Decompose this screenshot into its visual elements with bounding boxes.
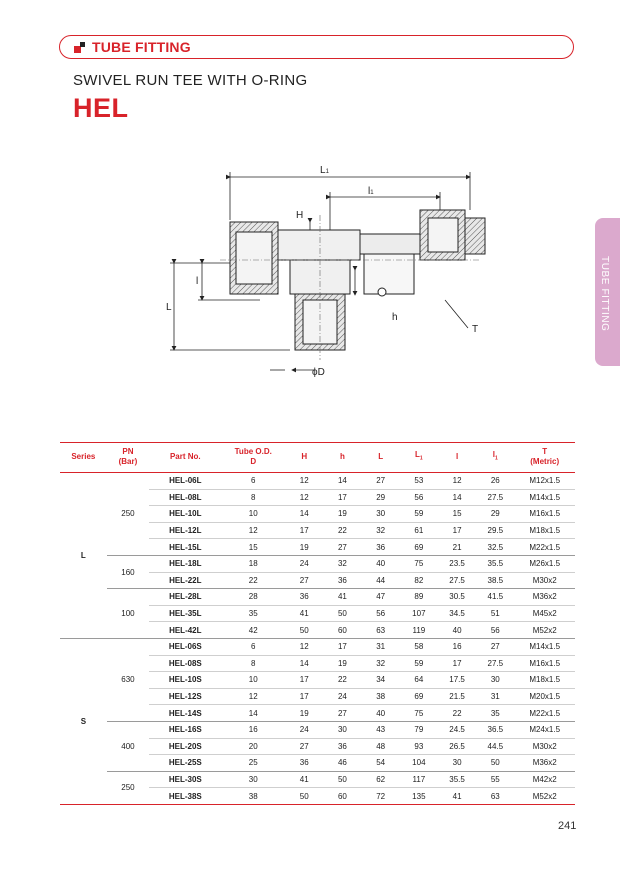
value-cell: 44.5	[476, 738, 514, 755]
part-number-cell: HEL-25S	[149, 755, 221, 772]
value-cell: 35	[221, 605, 285, 622]
value-cell: 15	[221, 539, 285, 556]
value-cell: 22	[438, 705, 476, 722]
value-cell: 75	[400, 705, 438, 722]
value-cell: 21	[438, 539, 476, 556]
value-cell: 62	[362, 771, 400, 788]
label-D: ϕD	[312, 367, 325, 378]
pn-cell: 250	[107, 771, 149, 804]
value-cell: 107	[400, 605, 438, 622]
value-cell: 6	[221, 473, 285, 490]
label-l1: l1	[368, 186, 374, 197]
value-cell: M52x2	[514, 622, 575, 639]
column-header: PN (Bar)	[107, 443, 149, 473]
side-tab[interactable]	[595, 218, 620, 366]
value-cell: 12	[285, 638, 323, 655]
part-number-cell: HEL-35L	[149, 605, 221, 622]
value-cell: 30	[438, 755, 476, 772]
value-cell: 12	[221, 522, 285, 539]
value-cell: 58	[400, 638, 438, 655]
value-cell: 64	[400, 672, 438, 689]
spec-table	[60, 442, 575, 805]
value-cell: 30	[362, 506, 400, 523]
value-cell: 60	[323, 622, 361, 639]
label-H: H	[296, 210, 304, 221]
value-cell: 32.5	[476, 539, 514, 556]
pn-cell: 100	[107, 589, 149, 639]
value-cell: 104	[400, 755, 438, 772]
page-number: 241	[558, 820, 577, 832]
value-cell: 41.5	[476, 589, 514, 606]
value-cell: 55	[476, 771, 514, 788]
value-cell: 56	[400, 489, 438, 506]
value-cell: 61	[400, 522, 438, 539]
value-cell: M30x2	[514, 572, 575, 589]
value-cell: 38	[221, 788, 285, 805]
value-cell: 117	[400, 771, 438, 788]
series-cell: L	[60, 473, 107, 639]
part-number-cell: HEL-12S	[149, 688, 221, 705]
value-cell: 27	[476, 638, 514, 655]
value-cell: 17	[323, 638, 361, 655]
value-cell: 8	[221, 489, 285, 506]
part-number-cell: HEL-22L	[149, 572, 221, 589]
value-cell: 79	[400, 721, 438, 738]
value-cell: 27	[285, 738, 323, 755]
part-number-cell: HEL-18L	[149, 555, 221, 572]
column-header: H	[285, 443, 323, 473]
value-cell: M36x2	[514, 589, 575, 606]
table-header-row	[60, 443, 575, 473]
value-cell: 19	[323, 655, 361, 672]
part-number-cell: HEL-10L	[149, 506, 221, 523]
section-title: TUBE FITTING	[92, 39, 191, 55]
value-cell: 25	[221, 755, 285, 772]
value-cell: 17	[285, 688, 323, 705]
part-number-cell: HEL-15L	[149, 539, 221, 556]
value-cell: 14	[285, 655, 323, 672]
value-cell: 27	[362, 473, 400, 490]
value-cell: 22	[323, 522, 361, 539]
value-cell: 24	[323, 688, 361, 705]
product-code: HEL	[73, 93, 129, 123]
pn-cell: 400	[107, 721, 149, 771]
value-cell: 48	[362, 738, 400, 755]
value-cell: M45x2	[514, 605, 575, 622]
value-cell: 24.5	[438, 721, 476, 738]
value-cell: 119	[400, 622, 438, 639]
value-cell: 23.5	[438, 555, 476, 572]
series-cell: S	[60, 638, 107, 804]
value-cell: 50	[285, 788, 323, 805]
value-cell: 29.5	[476, 522, 514, 539]
value-cell: 27	[323, 705, 361, 722]
column-header: $l_1$	[476, 443, 514, 473]
value-cell: 50	[476, 755, 514, 772]
part-number-cell: HEL-08L	[149, 489, 221, 506]
value-cell: 8	[221, 655, 285, 672]
value-cell: 41	[438, 788, 476, 805]
side-tab-label: TUBE FITTING	[599, 256, 610, 332]
value-cell: 54	[362, 755, 400, 772]
value-cell: 17.5	[438, 672, 476, 689]
value-cell: 10	[221, 506, 285, 523]
value-cell: 36	[285, 755, 323, 772]
value-cell: 38	[362, 688, 400, 705]
part-number-cell: HEL-06S	[149, 638, 221, 655]
label-h: h	[392, 312, 398, 323]
value-cell: 27	[323, 539, 361, 556]
value-cell: 17	[438, 522, 476, 539]
value-cell: 72	[362, 788, 400, 805]
value-cell: M42x2	[514, 771, 575, 788]
value-cell: 41	[285, 605, 323, 622]
column-header: $L_1$	[400, 443, 438, 473]
label-L: L	[166, 302, 172, 313]
value-cell: 53	[400, 473, 438, 490]
value-cell: 89	[400, 589, 438, 606]
value-cell: M22x1.5	[514, 705, 575, 722]
value-cell: 34.5	[438, 605, 476, 622]
table-row	[60, 638, 575, 655]
value-cell: 14	[285, 506, 323, 523]
value-cell: 50	[323, 771, 361, 788]
value-cell: 34	[362, 672, 400, 689]
value-cell: 93	[400, 738, 438, 755]
section-header	[59, 35, 574, 59]
value-cell: 35	[476, 705, 514, 722]
value-cell: 44	[362, 572, 400, 589]
value-cell: 17	[285, 672, 323, 689]
tee-body	[278, 230, 360, 260]
value-cell: 17	[323, 489, 361, 506]
table-row	[60, 771, 575, 788]
part-number-cell: HEL-16S	[149, 721, 221, 738]
value-cell: 21.5	[438, 688, 476, 705]
part-number-cell: HEL-12L	[149, 522, 221, 539]
value-cell: 36	[323, 572, 361, 589]
table-row	[60, 721, 575, 738]
value-cell: 40	[362, 555, 400, 572]
column-header: T (Metric)	[514, 443, 575, 473]
value-cell: 36	[362, 539, 400, 556]
value-cell: 36.5	[476, 721, 514, 738]
table-row	[60, 473, 575, 490]
value-cell: 135	[400, 788, 438, 805]
value-cell: 18	[221, 555, 285, 572]
value-cell: 32	[362, 522, 400, 539]
value-cell: M24x1.5	[514, 721, 575, 738]
value-cell: 41	[285, 771, 323, 788]
value-cell: 50	[323, 605, 361, 622]
value-cell: 63	[476, 788, 514, 805]
value-cell: 16	[221, 721, 285, 738]
value-cell: 38.5	[476, 572, 514, 589]
value-cell: 51	[476, 605, 514, 622]
product-subtitle: SWIVEL RUN TEE WITH O-RING	[73, 72, 308, 89]
part-number-cell: HEL-20S	[149, 738, 221, 755]
value-cell: 46	[323, 755, 361, 772]
value-cell: M18x1.5	[514, 672, 575, 689]
part-number-cell: HEL-06L	[149, 473, 221, 490]
value-cell: 59	[400, 506, 438, 523]
value-cell: 12	[438, 473, 476, 490]
column-header: Tube O.D. D	[221, 443, 285, 473]
label-T: T	[472, 324, 479, 335]
value-cell: 31	[362, 638, 400, 655]
value-cell: 19	[285, 539, 323, 556]
value-cell: 35.5	[438, 771, 476, 788]
label-L1: L1	[320, 165, 329, 176]
value-cell: 56	[362, 605, 400, 622]
value-cell: 14	[323, 473, 361, 490]
value-cell: 36	[285, 589, 323, 606]
value-cell: 30	[221, 771, 285, 788]
value-cell: 12	[285, 489, 323, 506]
value-cell: 17	[438, 655, 476, 672]
value-cell: 15	[438, 506, 476, 523]
value-cell: M14x1.5	[514, 489, 575, 506]
value-cell: 40	[438, 622, 476, 639]
value-cell: 22	[221, 572, 285, 589]
table-row	[60, 555, 575, 572]
fitting-drawing	[150, 160, 490, 385]
value-cell: M36x2	[514, 755, 575, 772]
squares-icon	[74, 42, 86, 54]
value-cell: 20	[221, 738, 285, 755]
value-cell: 12	[221, 688, 285, 705]
part-number-cell: HEL-42L	[149, 622, 221, 639]
part-number-cell: HEL-10S	[149, 672, 221, 689]
value-cell: 27.5	[476, 655, 514, 672]
value-cell: 32	[323, 555, 361, 572]
value-cell: 28	[221, 589, 285, 606]
value-cell: 27.5	[438, 572, 476, 589]
value-cell: 36	[323, 738, 361, 755]
value-cell: 22	[323, 672, 361, 689]
value-cell: M14x1.5	[514, 638, 575, 655]
value-cell: 69	[400, 688, 438, 705]
value-cell: 14	[438, 489, 476, 506]
label-l: l	[196, 276, 199, 287]
value-cell: M16x1.5	[514, 506, 575, 523]
value-cell: 82	[400, 572, 438, 589]
value-cell: M26x1.5	[514, 555, 575, 572]
value-cell: 60	[323, 788, 361, 805]
value-cell: 59	[400, 655, 438, 672]
value-cell: M12x1.5	[514, 473, 575, 490]
pn-cell: 160	[107, 555, 149, 588]
value-cell: 30.5	[438, 589, 476, 606]
value-cell: 35.5	[476, 555, 514, 572]
part-number-cell: HEL-28L	[149, 589, 221, 606]
value-cell: 69	[400, 539, 438, 556]
value-cell: 30	[476, 672, 514, 689]
value-cell: 29	[362, 489, 400, 506]
part-number-cell: HEL-08S	[149, 655, 221, 672]
value-cell: 75	[400, 555, 438, 572]
value-cell: 29	[476, 506, 514, 523]
value-cell: 40	[362, 705, 400, 722]
value-cell: 30	[323, 721, 361, 738]
value-cell: 47	[362, 589, 400, 606]
value-cell: 19	[323, 506, 361, 523]
value-cell: 16	[438, 638, 476, 655]
column-header: L	[362, 443, 400, 473]
value-cell: 27	[285, 572, 323, 589]
value-cell: 42	[221, 622, 285, 639]
value-cell: 26	[476, 473, 514, 490]
part-number-cell: HEL-30S	[149, 771, 221, 788]
column-header: Series	[60, 443, 107, 473]
value-cell: 24	[285, 555, 323, 572]
table-row	[60, 589, 575, 606]
value-cell: 56	[476, 622, 514, 639]
part-number-cell: HEL-38S	[149, 788, 221, 805]
value-cell: M18x1.5	[514, 522, 575, 539]
value-cell: M16x1.5	[514, 655, 575, 672]
part-number-cell: HEL-14S	[149, 705, 221, 722]
column-header: Part No.	[149, 443, 221, 473]
value-cell: 17	[285, 522, 323, 539]
value-cell: 32	[362, 655, 400, 672]
pn-cell: 630	[107, 638, 149, 721]
value-cell: 27.5	[476, 489, 514, 506]
value-cell: M20x1.5	[514, 688, 575, 705]
value-cell: 41	[323, 589, 361, 606]
column-header: l	[438, 443, 476, 473]
value-cell: 12	[285, 473, 323, 490]
value-cell: M30x2	[514, 738, 575, 755]
value-cell: 26.5	[438, 738, 476, 755]
value-cell: 50	[285, 622, 323, 639]
value-cell: M52x2	[514, 788, 575, 805]
value-cell: M22x1.5	[514, 539, 575, 556]
value-cell: 19	[285, 705, 323, 722]
value-cell: 43	[362, 721, 400, 738]
value-cell: 31	[476, 688, 514, 705]
value-cell: 24	[285, 721, 323, 738]
column-header: h	[323, 443, 361, 473]
value-cell: 10	[221, 672, 285, 689]
pn-cell: 250	[107, 473, 149, 556]
value-cell: 6	[221, 638, 285, 655]
value-cell: 63	[362, 622, 400, 639]
value-cell: 14	[221, 705, 285, 722]
